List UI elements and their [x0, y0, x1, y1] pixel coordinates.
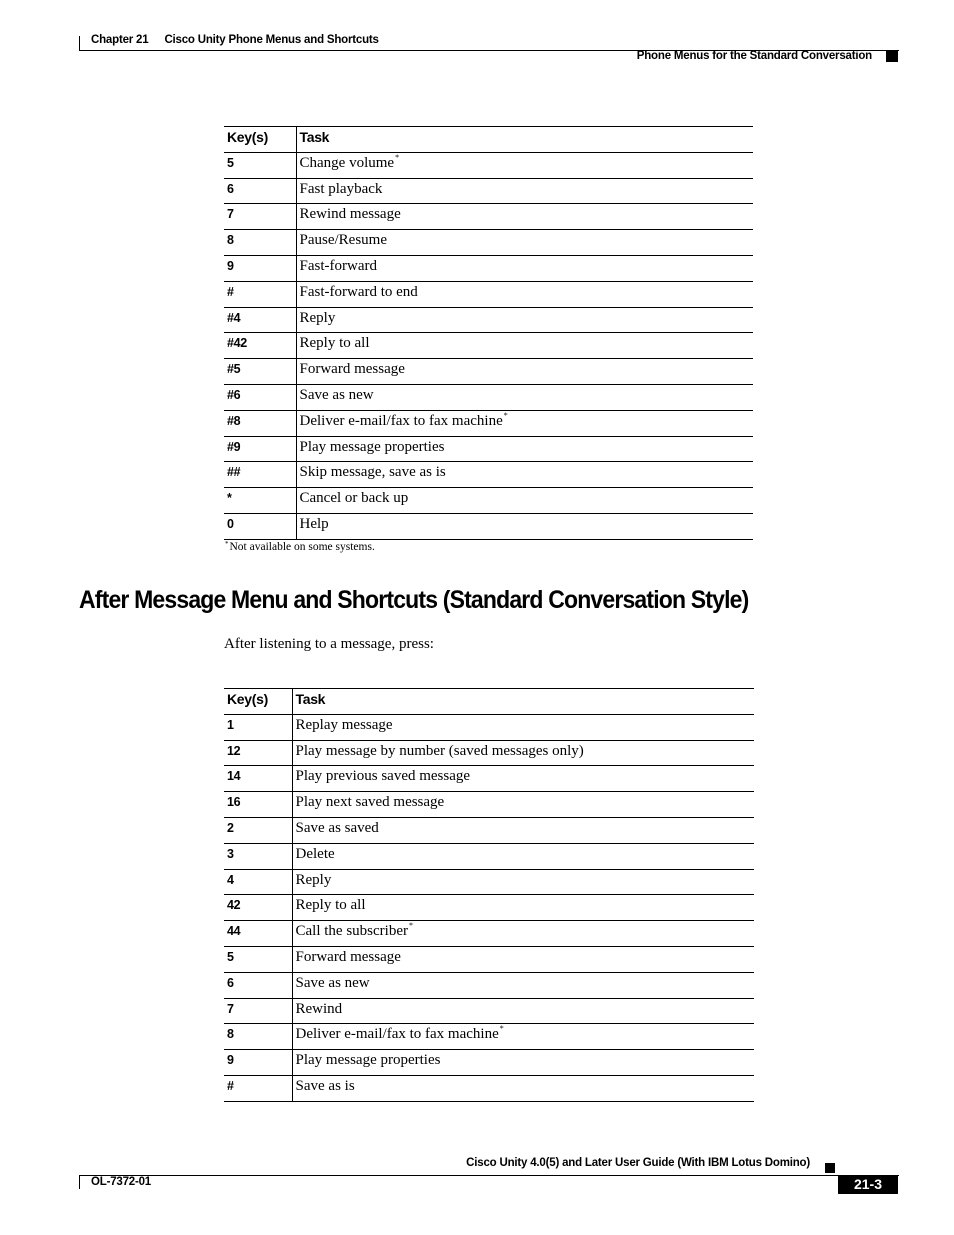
key-cell: 16 — [224, 792, 292, 818]
table-row — [224, 869, 754, 895]
key-cell: 9 — [224, 1050, 292, 1076]
task-text: Forward message — [299, 361, 405, 378]
task-text: Help — [299, 515, 329, 532]
task-text: Rewind — [295, 1000, 343, 1017]
task-cell — [292, 1024, 754, 1050]
table-row — [224, 766, 754, 792]
table-row — [224, 1050, 754, 1076]
footnote-ref: * — [408, 921, 413, 931]
key-cell: #9 — [224, 436, 296, 462]
key-cell: 8 — [224, 230, 296, 256]
key-cell: #4 — [224, 307, 296, 333]
task-cell — [296, 436, 753, 462]
task-cell — [296, 230, 753, 256]
key-cell: #6 — [224, 384, 296, 410]
table-row — [224, 384, 753, 410]
footer-doc-number: OL-7372-01 — [91, 1176, 152, 1188]
key-cell: #42 — [224, 333, 296, 359]
task-cell — [296, 513, 753, 539]
table-row — [224, 488, 753, 514]
table-row — [224, 1024, 754, 1050]
task-text: Cancel or back up — [299, 490, 409, 507]
key-cell: 1 — [224, 714, 292, 740]
task-text: Reply to all — [295, 897, 366, 914]
task-text: Delete — [295, 845, 335, 862]
task-cell — [296, 281, 753, 307]
footnote-ref: * — [503, 410, 508, 420]
table-row — [224, 307, 753, 333]
task-cell — [292, 972, 754, 998]
task-text: Play message properties — [295, 1052, 441, 1069]
task-text: Save as saved — [295, 819, 379, 836]
task-text: Call the subscriber — [295, 923, 408, 940]
key-cell: 5 — [224, 152, 296, 178]
task-text: Play previous saved message — [295, 768, 471, 785]
table-row — [224, 792, 754, 818]
footer-left-rule — [79, 1175, 80, 1189]
task-cell — [292, 817, 754, 843]
task-cell — [296, 333, 753, 359]
task-cell — [296, 384, 753, 410]
key-cell: 6 — [224, 178, 296, 204]
footnote-ref: * — [499, 1024, 504, 1034]
footnote-ref: * — [395, 152, 400, 162]
task-text: Play message by number (saved messages only) — [295, 742, 584, 759]
task-cell — [292, 740, 754, 766]
table-row — [224, 714, 754, 740]
table-header-row — [224, 689, 754, 715]
task-cell — [292, 1075, 754, 1101]
table-row — [224, 921, 754, 947]
table-body — [224, 152, 753, 539]
column-header-task: Task — [299, 129, 330, 145]
playback-shortcuts-table — [224, 126, 753, 540]
table-row — [224, 998, 754, 1024]
task-cell — [296, 462, 753, 488]
key-cell: 0 — [224, 513, 296, 539]
table-body — [224, 714, 754, 1101]
column-header-keys: Key(s) — [224, 689, 292, 715]
key-cell: # — [224, 1075, 292, 1101]
table-row — [224, 436, 753, 462]
footnote-marker: * — [225, 540, 229, 548]
header-left-rule — [79, 36, 80, 50]
task-text: Skip message, save as is — [299, 464, 446, 481]
section-heading: After Message Menu and Shortcuts (Standard Conversation Style) — [79, 586, 749, 614]
key-cell: 12 — [224, 740, 292, 766]
footer-guide-title: Cisco Unity 4.0(5) and Later User Guide (With IBM Lotus Domino) — [466, 1157, 810, 1169]
task-cell — [296, 255, 753, 281]
task-text: Forward message — [295, 948, 401, 965]
task-text: Reply — [299, 309, 336, 326]
task-text: Rewind message — [299, 206, 401, 223]
task-text: Fast-forward — [299, 257, 377, 274]
key-cell: 14 — [224, 766, 292, 792]
table-row — [224, 255, 753, 281]
task-text: Replay message — [295, 716, 393, 733]
header-chapter — [91, 34, 379, 46]
footer-rule — [79, 1175, 899, 1176]
task-cell — [296, 178, 753, 204]
task-cell — [292, 714, 754, 740]
table-row — [224, 972, 754, 998]
column-header-keys: Key(s) — [224, 127, 296, 153]
task-text: Save as new — [299, 386, 374, 403]
table-row — [224, 817, 754, 843]
task-cell — [296, 204, 753, 230]
chapter-title: Cisco Unity Phone Menus and Shortcuts — [164, 34, 379, 46]
task-text: Deliver e-mail/fax to fax machine — [295, 1026, 499, 1043]
task-cell — [296, 359, 753, 385]
header-section-title: Phone Menus for the Standard Conversation — [636, 50, 872, 62]
table-row — [224, 410, 753, 436]
key-cell: 3 — [224, 843, 292, 869]
key-cell: 7 — [224, 204, 296, 230]
task-text: Play next saved message — [295, 794, 445, 811]
key-cell: 6 — [224, 972, 292, 998]
task-cell — [296, 410, 753, 436]
table-row — [224, 178, 753, 204]
page-number: 21-3 — [838, 1175, 898, 1194]
task-text: Play message properties — [299, 438, 445, 455]
table-row — [224, 204, 753, 230]
key-cell: 4 — [224, 869, 292, 895]
table-footnote — [225, 541, 375, 553]
task-cell — [292, 895, 754, 921]
key-cell: 7 — [224, 998, 292, 1024]
table-row — [224, 152, 753, 178]
task-cell — [292, 869, 754, 895]
task-text: Fast playback — [299, 180, 383, 197]
after-message-shortcuts-table — [224, 688, 754, 1102]
key-cell: #5 — [224, 359, 296, 385]
section-intro: After listening to a message, press: — [224, 636, 434, 652]
chapter-number: Chapter 21 — [91, 34, 149, 46]
task-cell — [296, 152, 753, 178]
table-row — [224, 333, 753, 359]
task-text: Pause/Resume — [299, 232, 387, 249]
key-cell: 5 — [224, 946, 292, 972]
key-cell: 8 — [224, 1024, 292, 1050]
task-text: Fast-forward to end — [299, 283, 418, 300]
key-cell: 9 — [224, 255, 296, 281]
task-text: Deliver e-mail/fax to fax machine — [299, 412, 503, 429]
footnote-text: Not available on some systems. — [229, 541, 375, 553]
table-row — [224, 513, 753, 539]
table-header-row — [224, 127, 753, 153]
key-cell: # — [224, 281, 296, 307]
task-cell — [292, 1050, 754, 1076]
table-row — [224, 740, 754, 766]
table-row — [224, 230, 753, 256]
task-cell — [296, 307, 753, 333]
key-cell: 2 — [224, 817, 292, 843]
table-row — [224, 946, 754, 972]
task-cell — [292, 843, 754, 869]
task-text: Change volume — [299, 154, 395, 171]
table-row — [224, 462, 753, 488]
task-cell — [292, 921, 754, 947]
header-marker-block — [886, 50, 898, 62]
task-text: Save as new — [295, 974, 370, 991]
table-row — [224, 843, 754, 869]
column-header-task: Task — [295, 691, 326, 707]
key-cell: 42 — [224, 895, 292, 921]
key-cell: * — [224, 488, 296, 514]
task-text: Reply to all — [299, 335, 370, 352]
table-row — [224, 1075, 754, 1101]
task-cell — [292, 946, 754, 972]
task-cell — [292, 792, 754, 818]
task-cell — [296, 488, 753, 514]
key-cell: 44 — [224, 921, 292, 947]
table-row — [224, 895, 754, 921]
task-text: Reply — [295, 871, 332, 888]
task-cell — [292, 766, 754, 792]
task-text: Save as is — [295, 1077, 355, 1094]
table-row — [224, 359, 753, 385]
footer-marker-block — [825, 1163, 835, 1173]
key-cell: ## — [224, 462, 296, 488]
table-row — [224, 281, 753, 307]
key-cell: #8 — [224, 410, 296, 436]
task-cell — [292, 998, 754, 1024]
